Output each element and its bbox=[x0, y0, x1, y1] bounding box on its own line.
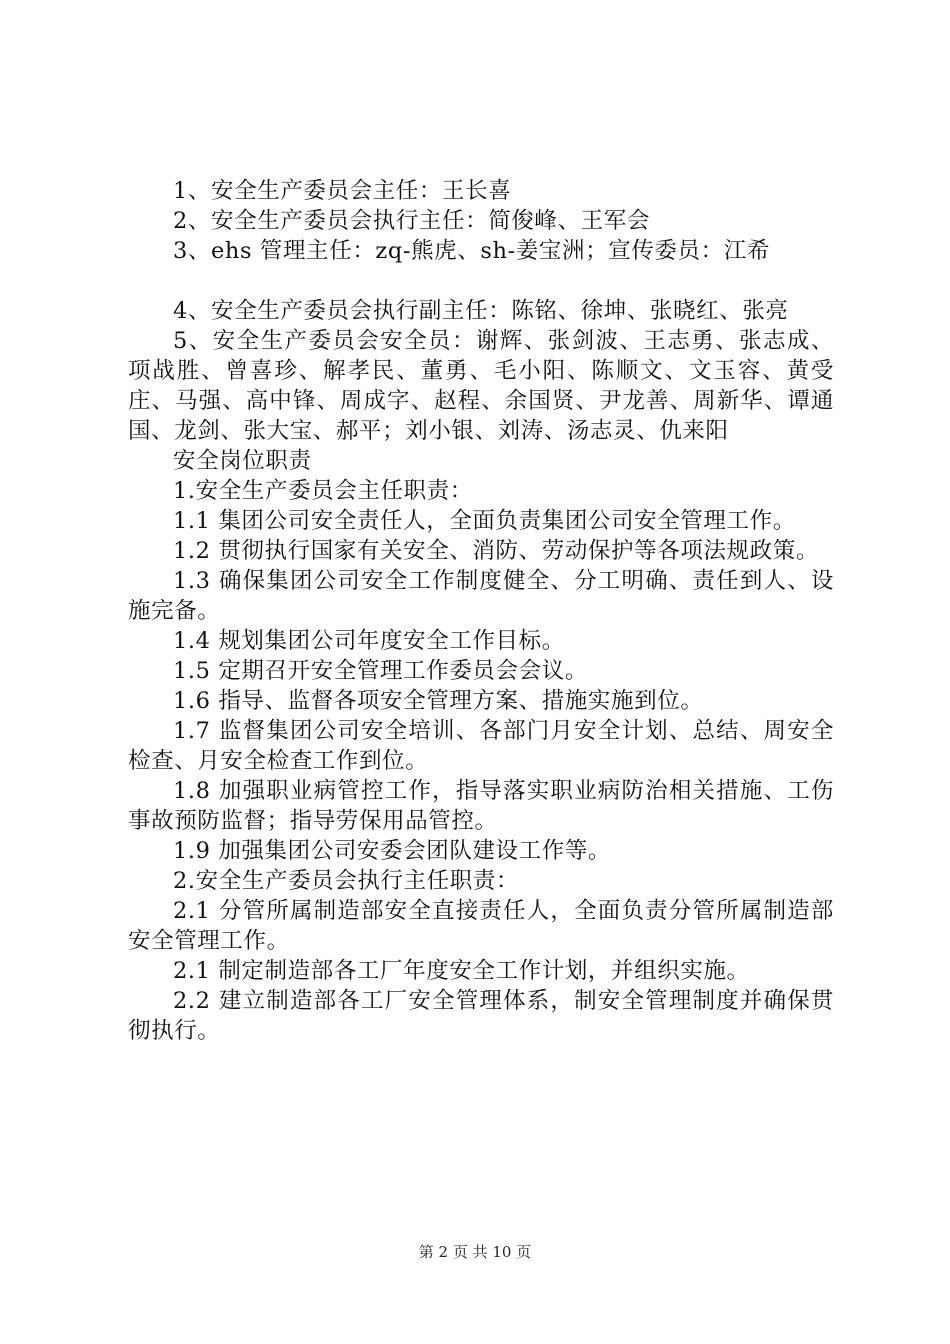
paragraph-duty-2-1-b: 2.1 制定制造部各工厂年度安全工作计划，并组织实施。 bbox=[173, 958, 750, 984]
paragraph-duty-2: 2.安全生产委员会执行主任职责： bbox=[173, 868, 520, 894]
paragraph-duty-1-8: 1.8 加强职业病管控工作，指导落实职业病防治相关措施、工伤事故预防监督；指导劳保用品管控。 bbox=[128, 778, 834, 834]
paragraph-safety-officers: 5、安全生产委员会安全员：谢辉、张剑波、王志勇、张志成、项战胜、曾喜珍、解孝民、董勇、毛小阳、陈顺文、文玉容、黄受庄、马强、高中锋、周成字、赵程、余国贤、尹龙善、周新华、谭通国、龙剑、张大宝、郝平；刘小银、刘涛、汤志灵、仇来阳 bbox=[128, 328, 834, 444]
paragraph-duty-2-1: 2.1 分管所属制造部安全直接责任人，全面负责分管所属制造部安全管理工作。 bbox=[128, 898, 834, 954]
paragraph-ehs-director: 3、ehs 管理主任：zq-熊虎、sh-姜宝洲；宣传委员：江希 bbox=[173, 238, 770, 264]
paragraph-duty-1-5: 1.5 定期召开安全管理工作委员会会议。 bbox=[173, 658, 588, 684]
paragraph-duty-1-3: 1.3 确保集团公司安全工作制度健全、分工明确、责任到人、设施完备。 bbox=[128, 568, 834, 624]
paragraph-committee-director: 1、安全生产委员会主任：王长喜 bbox=[173, 178, 512, 204]
paragraph-duty-1: 1.安全生产委员会主任职责： bbox=[173, 478, 473, 504]
paragraph-duty-1-2: 1.2 贯彻执行国家有关安全、消防、劳动保护等各项法规政策。 bbox=[173, 538, 819, 564]
paragraph-duty-1-7: 1.7 监督集团公司安全培训、各部门月安全计划、总结、周安全检查、月安全检查工作到位。 bbox=[128, 718, 834, 774]
paragraph-duty-2-2: 2.2 建立制造部各工厂安全管理体系，制安全管理制度并确保贯彻执行。 bbox=[128, 988, 834, 1044]
paragraph-duty-1-4: 1.4 规划集团公司年度安全工作目标。 bbox=[173, 628, 565, 654]
paragraph-executive-deputy-director: 4、安全生产委员会执行副主任：陈铭、徐坤、张晓红、张亮 bbox=[173, 298, 789, 324]
page-footer: 第 2 页 共 10 页 bbox=[418, 1243, 532, 1261]
paragraph-duty-1-1: 1.1 集团公司安全责任人，全面负责集团公司安全管理工作。 bbox=[173, 508, 796, 534]
section-heading-duties: 安全岗位职责 bbox=[173, 448, 312, 474]
paragraph-duty-1-6: 1.6 指导、监督各项安全管理方案、措施实施到位。 bbox=[173, 688, 704, 714]
paragraph-executive-director: 2、安全生产委员会执行主任：简俊峰、王军会 bbox=[173, 208, 650, 234]
paragraph-duty-1-9: 1.9 加强集团公司安委会团队建设工作等。 bbox=[173, 838, 612, 864]
document-body bbox=[128, 176, 834, 1046]
